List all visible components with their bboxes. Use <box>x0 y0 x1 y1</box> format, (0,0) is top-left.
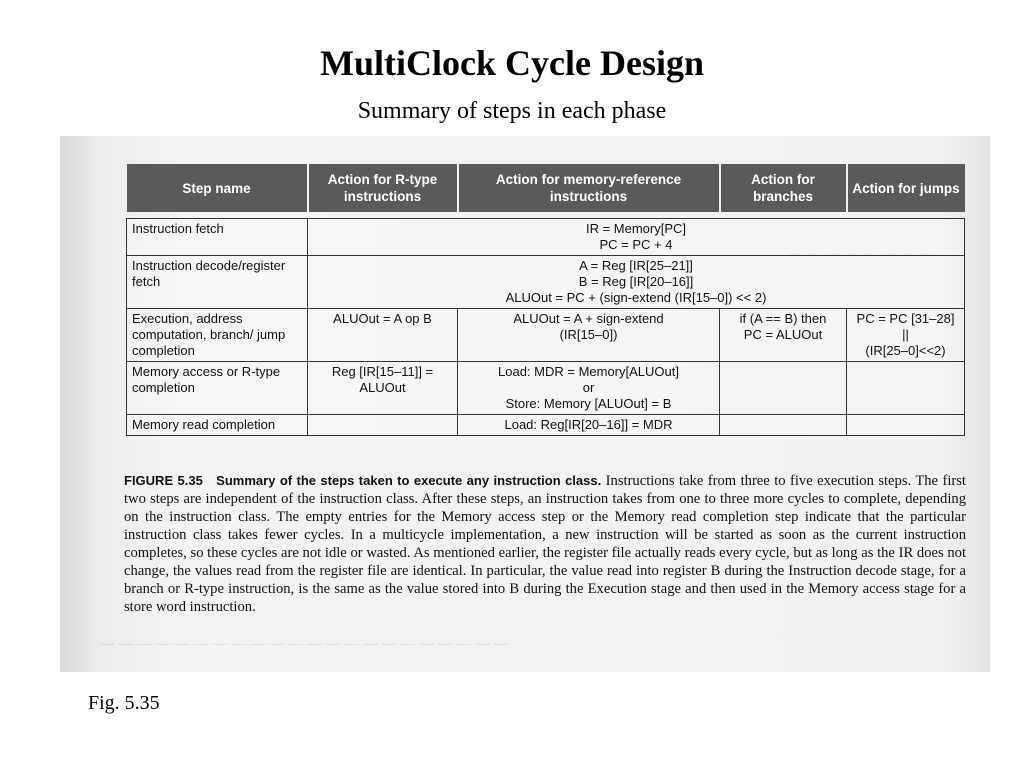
page-title: MultiClock Cycle Design <box>320 43 704 83</box>
step-name-cell: Instruction decode/register fetch <box>127 256 308 309</box>
jump-action-cell <box>847 362 965 415</box>
step-name-cell: Memory access or R-type completion <box>127 362 308 415</box>
bleed-through-texture: — — — — — — — — — — — — — — — — — — — — — — <box>100 636 509 652</box>
rtype-action-cell: ALUOut = A op B <box>308 309 458 362</box>
shared-action-cell: IR = Memory[PC] PC = PC + 4 <box>308 219 965 256</box>
table-row <box>127 256 965 309</box>
step-name-cell: Memory read completion <box>127 415 308 436</box>
branch-action-cell: if (A == B) then PC = ALUOut <box>720 309 847 362</box>
step-name-cell: Instruction fetch <box>127 219 308 256</box>
header-step-name: Step name <box>127 164 308 212</box>
page-subtitle: Summary of steps in each phase <box>357 98 667 124</box>
jump-action-cell: PC = PC [31–28] || (IR[25–0]<<2) <box>847 309 965 362</box>
branch-action-cell <box>720 415 847 436</box>
figure-label: FIGURE 5.35 <box>124 473 203 488</box>
table-row <box>127 309 965 362</box>
shared-action-cell: A = Reg [IR[25–21]] B = Reg [IR[20–16]] ALUOut = PC + (sign-extend (IR[15–0]) << 2) <box>308 256 965 309</box>
header-jumps: Action for jumps <box>847 164 965 212</box>
scanned-figure <box>60 136 990 672</box>
figure-caption <box>124 472 966 616</box>
fig-label: Fig. 5.35 <box>88 692 160 714</box>
rtype-action-cell: Reg [IR[15–11]] = ALUOut <box>308 362 458 415</box>
branch-action-cell <box>720 362 847 415</box>
header-branches: Action for branches <box>720 164 847 212</box>
table-row <box>127 219 965 256</box>
header-rtype: Action for R-type instructions <box>308 164 458 212</box>
memref-action-cell: Load: MDR = Memory[ALUOut] or Store: Memory [ALUOut] = B <box>458 362 720 415</box>
steps-table <box>126 164 965 436</box>
memref-action-cell: ALUOut = A + sign-extend (IR[15–0]) <box>458 309 720 362</box>
memref-action-cell: Load: Reg[IR[20–16]] = MDR <box>458 415 720 436</box>
figure-caption-title: Summary of the steps taken to execute any instruction class. <box>216 473 602 488</box>
figure-caption-body: Instructions take from three to five execution steps. The first two steps are independent of the instruction class. After these steps, an instruction takes from one to three more cycles to complete, depending on the instruction class. The empty entries for the Memory access step or the Memory read completion step indicate that the particular instruction class takes fewer cycles. In a multicycle implementation, a new instruction will be started as soon as the current instruction completes, so these cycles are not idle or wasted. As mentioned earlier, the register file actually reads every cycle, but as long as the IR does not change, the values read from the register file are identical. In particular, the value read into register B during the Instruction decode stage, for a branch or R-type instruction, is the same as the value stored into B during the Execution stage and then used in the Memory access stage for a store word instruction. <box>124 473 966 615</box>
step-name-cell: Execution, address computation, branch/ jump completion <box>127 309 308 362</box>
table-row <box>127 415 965 436</box>
bleed-through-texture: — — — — — — — — <box>788 246 935 262</box>
header-memref: Action for memory-reference instructions <box>458 164 720 212</box>
jump-action-cell <box>847 415 965 436</box>
table-row <box>127 362 965 415</box>
rtype-action-cell <box>308 415 458 436</box>
table-header-row <box>127 164 965 212</box>
